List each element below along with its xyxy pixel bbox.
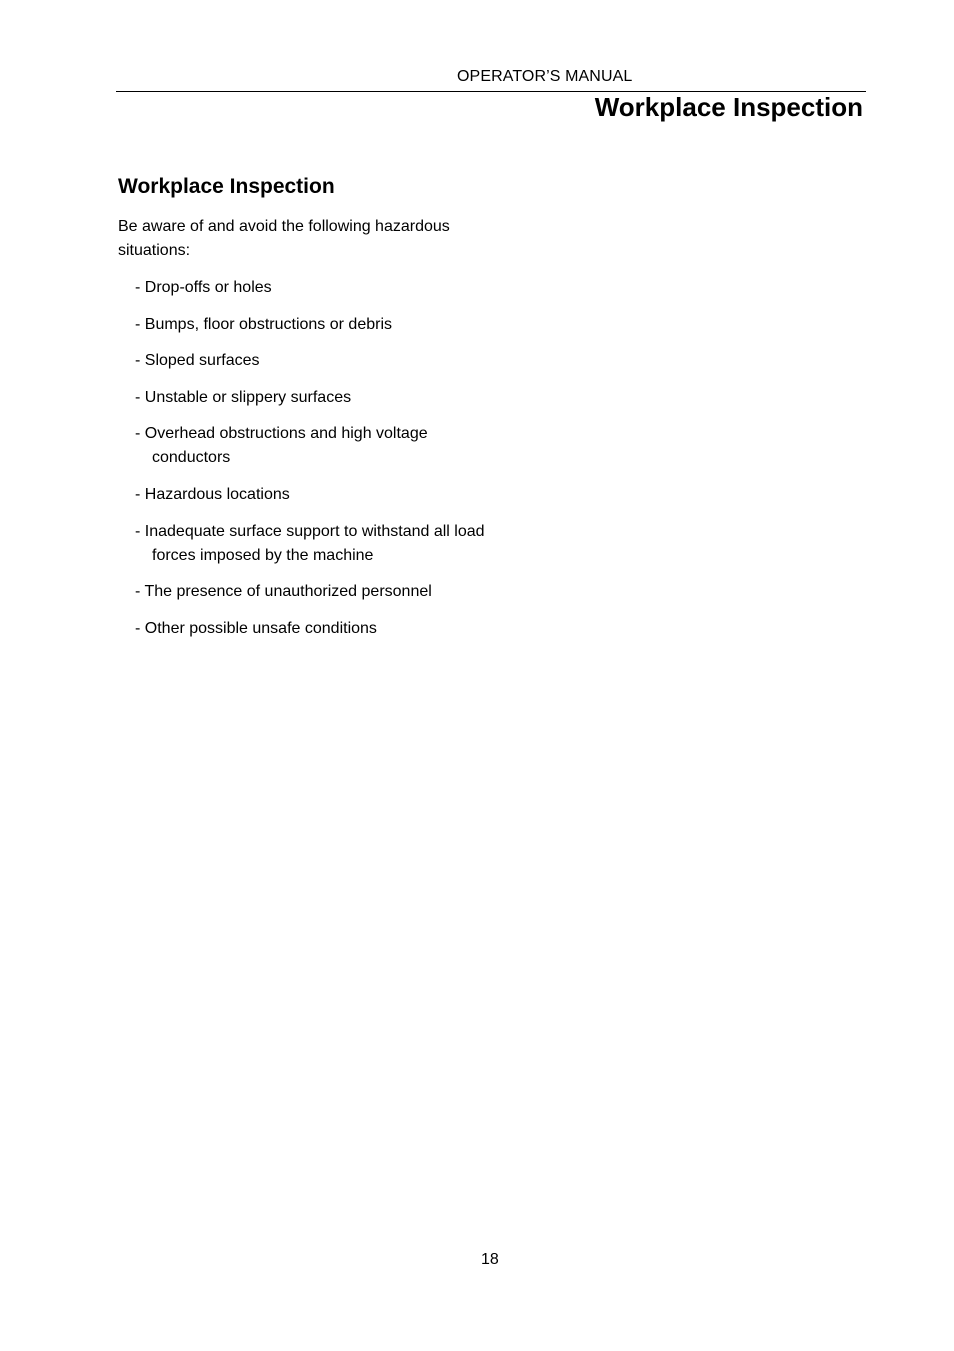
hazard-item-other-conditions: - Other possible unsafe conditions	[135, 619, 377, 637]
hazard-item-overhead-obstructions: - Overhead obstructions and high voltage conductors	[135, 425, 428, 467]
hazard-item-surface-support: - Inadequate surface support to withstand all load forces imposed by the machine	[135, 522, 485, 564]
hazard-item-hazardous-locations: - Hazardous locations	[135, 485, 290, 503]
hazard-item-unauthorized-personnel: - The presence of unauthorized personnel	[135, 583, 432, 601]
hazard-list	[135, 276, 495, 653]
page-number: 18	[481, 1251, 499, 1268]
intro-paragraph: Be aware of and avoid the following hazardous situations:	[118, 218, 450, 259]
section-heading: Workplace Inspection	[118, 175, 335, 198]
hazard-item-bumps: - Bumps, floor obstructions or debris	[135, 315, 392, 333]
running-header: OPERATOR’S MANUAL	[457, 68, 633, 85]
hazard-item-unstable-surfaces: - Unstable or slippery surfaces	[135, 388, 352, 406]
hazard-item-drop-offs: - Drop-offs or holes	[135, 279, 272, 296]
header-section-title: Workplace Inspection	[594, 92, 863, 122]
hazard-item-sloped-surfaces: - Sloped surfaces	[135, 352, 260, 370]
